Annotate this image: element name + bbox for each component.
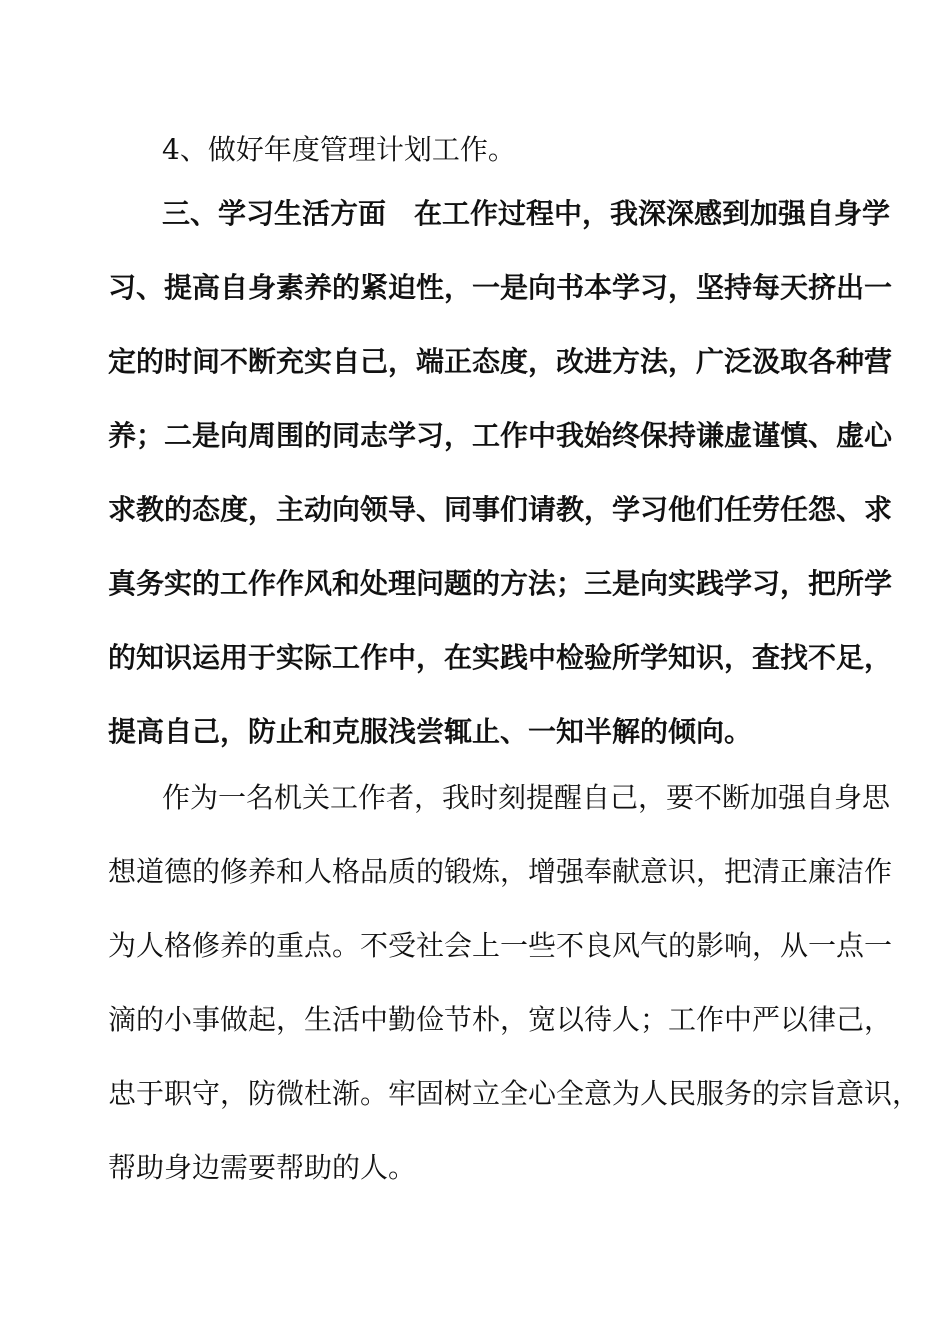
section-3-line-6: 真务实的工作作风和处理问题的方法；三是向实践学习，把所学	[108, 567, 893, 600]
paragraph-line-3: 为人格修养的重点。不受社会上一些不良风气的影响，从一点一	[108, 929, 893, 962]
section-3-line-1: 三、学习生活方面 在工作过程中，我深深感到加强自身学	[162, 197, 891, 230]
section-3-line-5: 求教的态度，主动向领导、同事们请教，学习他们任劳任怨、求	[108, 493, 893, 526]
item-4-line: 4、做好年度管理计划工作。	[162, 133, 516, 166]
paragraph-line-2: 想道德的修养和人格品质的锻炼，增强奉献意识，把清正廉洁作	[108, 855, 893, 888]
paragraph-line-4: 滴的小事做起，生活中勤俭节朴，宽以待人；工作中严以律己，	[108, 1003, 893, 1036]
section-3-line-3: 定的时间不断充实自己，端正态度，改进方法，广泛汲取各种营	[108, 345, 893, 378]
section-3-line-2: 习、提高自身素养的紧迫性，一是向书本学习，坚持每天挤出一	[108, 271, 893, 304]
paragraph-line-6: 帮助身边需要帮助的人。	[108, 1151, 417, 1184]
section-3-line-4: 养；二是向周围的同志学习，工作中我始终保持谦虚谨慎、虚心	[108, 419, 893, 452]
paragraph-line-5: 忠于职守，防微杜渐。牢固树立全心全意为人民服务的宗旨意识，	[108, 1077, 921, 1110]
paragraph-line-1: 作为一名机关工作者，我时刻提醒自己，要不断加强自身思	[162, 781, 891, 814]
section-3-line-8: 提高自己，防止和克服浅尝辄止、一知半解的倾向。	[108, 715, 753, 748]
section-3-line-7: 的知识运用于实际工作中，在实践中检验所学知识，查找不足，	[108, 641, 893, 674]
